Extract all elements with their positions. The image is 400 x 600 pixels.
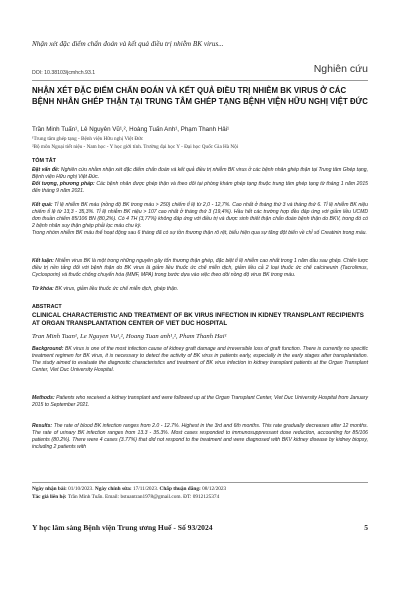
article-title-en: CLINICAL CHARACTERISTIC AND TREATMENT OF BK VIRUS INFECTION IN KIDNEY TRANSPLANT RECIPIENTS AT ORGAN TRANSPLANTATION CENTER OF VIET DUC HOSPITAL: [32, 312, 364, 328]
received-date: 01/10/2023.: [68, 486, 94, 492]
authors-vi: Trần Minh Tuấn¹, Lê Nguyên Vũ¹,², Hoàng Tuấn Anh¹, Phạm Thanh Hải¹: [32, 126, 230, 133]
revised-date: 17/11/2023.: [132, 486, 159, 492]
abstract-en-background: [32, 346, 368, 374]
abstract-vi-results-cont: [32, 230, 368, 237]
received-lead: Ngày nhận bài:: [32, 486, 67, 492]
accepted-date: 08/12/2023: [202, 486, 227, 492]
affiliation-1: ¹Trung tâm ghép tạng - Bệnh viện Hữu nghị Việt Đức: [32, 136, 144, 142]
abstract-en-results: [32, 423, 368, 451]
paragraph-lead: Kết luận:: [32, 258, 54, 264]
abstract-heading-vi: TÓM TẮT: [32, 158, 56, 164]
doi: DOI: 10.38103/jcmhch.93.1: [32, 70, 96, 76]
abstract-en-methods: [32, 395, 368, 409]
abstract-vi-results: [32, 202, 368, 230]
paragraph-text: Tỉ lệ nhiễm BK máu (nồng độ BK trong máu > 250) chiếm tỉ lệ từ 2,0 - 12,7%. Cao nhất ở tháng thứ 3 và tháng thứ 6. Tỉ lệ nhiễm BK niệu chiếm tỉ lệ từ 13,3 - 35,3%. Tỉ lệ nhiễm BK niệu > 107 cao nhất ở tháng thứ 3 (19,4%). Hầu hết các trường hợp đều đáp ứng với giảm liều UCMD đơn thuần chiếm 85/106 BN (80,2%). Có 4 TH (3,77%) không đáp ứng với điều trị và được sinh thiết thận chẩn đoán bệnh thận do BKV, trong đó có 2 bệnh nhân suy thận ghép phải lọc máu chu kỳ.: [32, 202, 369, 230]
paragraph-text: BK virus is one of the most infection cause of kidney graft damage and irreversible loss of graft function. There is currently no specific treatment regimen for BK virus, it is necessary to detect the activity of BK virus in patients early, especially in the early stages after transplantation. The study aimed to evaluate the diagnostic characteristics and treatment of BK virus infection in kidney transplant patients at the Organ Transplant Center, Viet Duc University Hospital.: [32, 346, 368, 374]
paragraph-lead: Methods:: [32, 395, 55, 401]
footnote-contact: [32, 494, 219, 500]
paragraph-lead: Background:: [32, 346, 64, 352]
article-title-vi: NHẬN XÉT ĐẶC ĐIỂM CHẨN ĐOÁN VÀ KẾT QUẢ ĐIỀU TRỊ NHIỄM BK VIRUS Ở CÁC BỆNH NHÂN GHÉP THẬN TẠI TRUNG TÂM GHÉP TẠNG BỆNH VIỆN HỮU NGHỊ VIỆT ĐỨC: [32, 86, 368, 106]
authors-en: Tran Minh Tuan¹, Le Nguyen Vu¹,², Hoang Tuan anh¹,², Pham Thanh Hai¹: [32, 333, 227, 340]
paragraph-lead: Kết quả:: [32, 202, 53, 208]
keywords-vi: [32, 286, 178, 292]
paragraph-text: Nhiễm virus BK là một trong những nguyên gây tổn thương thận ghép, đặc biệt tỉ lệ nhiễm cao nhất trong 1 năm đầu sau ghép. Chiến lược điều trị nền tảng đối với bệnh thận do BK virus là giảm liều thuốc ức chế miễn dịch, giảm liều cả 2 loại thuốc ức chế calcineurin (Tacrolimus, Cyclosporin) và thuốc chống chuyển hóa (MMF, MPA) trong bước dựa vào việc theo dõi nồng độ virus BK trong máu.: [32, 258, 368, 279]
paragraph-lead: Results:: [32, 423, 53, 429]
footnote-dates: [32, 486, 226, 492]
paragraph-text: Nghiên cứu nhằm nhận xét đặc điểm chẩn đoán và kết quả điều trị nhiễm BK virus ở các bệnh nhân ghép thận tại Trung tâm Ghép tạng, Bệnh viện Hữu nghị Việt Đức.: [32, 167, 368, 181]
abstract-vi-methods: [32, 181, 368, 195]
accepted-lead: Chấp thuận đăng:: [159, 486, 201, 492]
top-divider: [32, 80, 368, 81]
paragraph-text: Patients who received a kidney transplant and were followed up at the Organ Transplant Center, Viet Duc University Hospital from January 2015 to September 2021.: [32, 395, 368, 409]
paragraph-lead: Đặt vấn đề:: [32, 167, 60, 173]
paragraph-text: The rate of blood BK infection ranges from 2.0 - 12.7%. Highest in the 3rd and 6th months. This rate gradually decreases after 12 months. The rate of urinary BK infection ranges from 13.3 - 35.3%. Most cases responded to immunosuppressant dose reduction, accounting for 85/106 patients (80.2%). There were 4 cases (3.77%) that did not respond to the treatment and were diagnosed with BKV kidney disease by kidney biopsy, including 2 patients with: [32, 423, 369, 451]
paragraph-text: Trong nhóm nhiễm BK máu thể hoạt động sau 6 tháng đã có sự tồn thương thận rõ rệt, biểu hiện qua sự tăng đột biến về chỉ số Creatinin trong máu.: [32, 230, 367, 236]
contact-text: Trần Minh Tuấn. Email: bstuantran1978@gmail.com. ĐT: 0912125374: [67, 494, 220, 500]
abstract-vi-conclusion: [32, 258, 368, 279]
journal-footer: Y học lâm sàng Bệnh viện Trung ương Huế - Số 93/2024: [32, 523, 213, 532]
keywords-lead: Từ khóa:: [32, 286, 54, 292]
abstract-vi-background: [32, 167, 368, 181]
affiliation-2: ²Bộ môn Ngoại tiết niệu - Nam học - Y học giới tính. Trường đại học Y - Đại học Quốc Gia Hà Nội: [32, 144, 239, 150]
paragraph-lead: Đối tượng, phương pháp:: [32, 181, 95, 187]
keywords-text: BK virus, giảm liều thuốc ức chế miễn dịch, ghép thận.: [55, 286, 179, 292]
section-label: Nghiên cứu: [313, 63, 368, 75]
revised-lead: Ngày chỉnh sửa:: [94, 486, 132, 492]
running-head: Nhận xét đặc điểm chẩn đoán và kết quả điều trị nhiễm BK virus...: [32, 40, 224, 48]
contact-lead: Tác giả liên hệ:: [32, 494, 67, 500]
footnote-divider: [32, 482, 368, 483]
page-number: 5: [364, 523, 368, 532]
abstract-heading-en: ABSTRACT: [32, 304, 62, 310]
paragraph-text: Các bệnh nhân được ghép thận và theo dõi tại phòng khám ghép tạng thuộc trung tâm ghép tạng từ tháng 1 năm 2015 đến tháng 9 năm 2021.: [32, 181, 368, 195]
